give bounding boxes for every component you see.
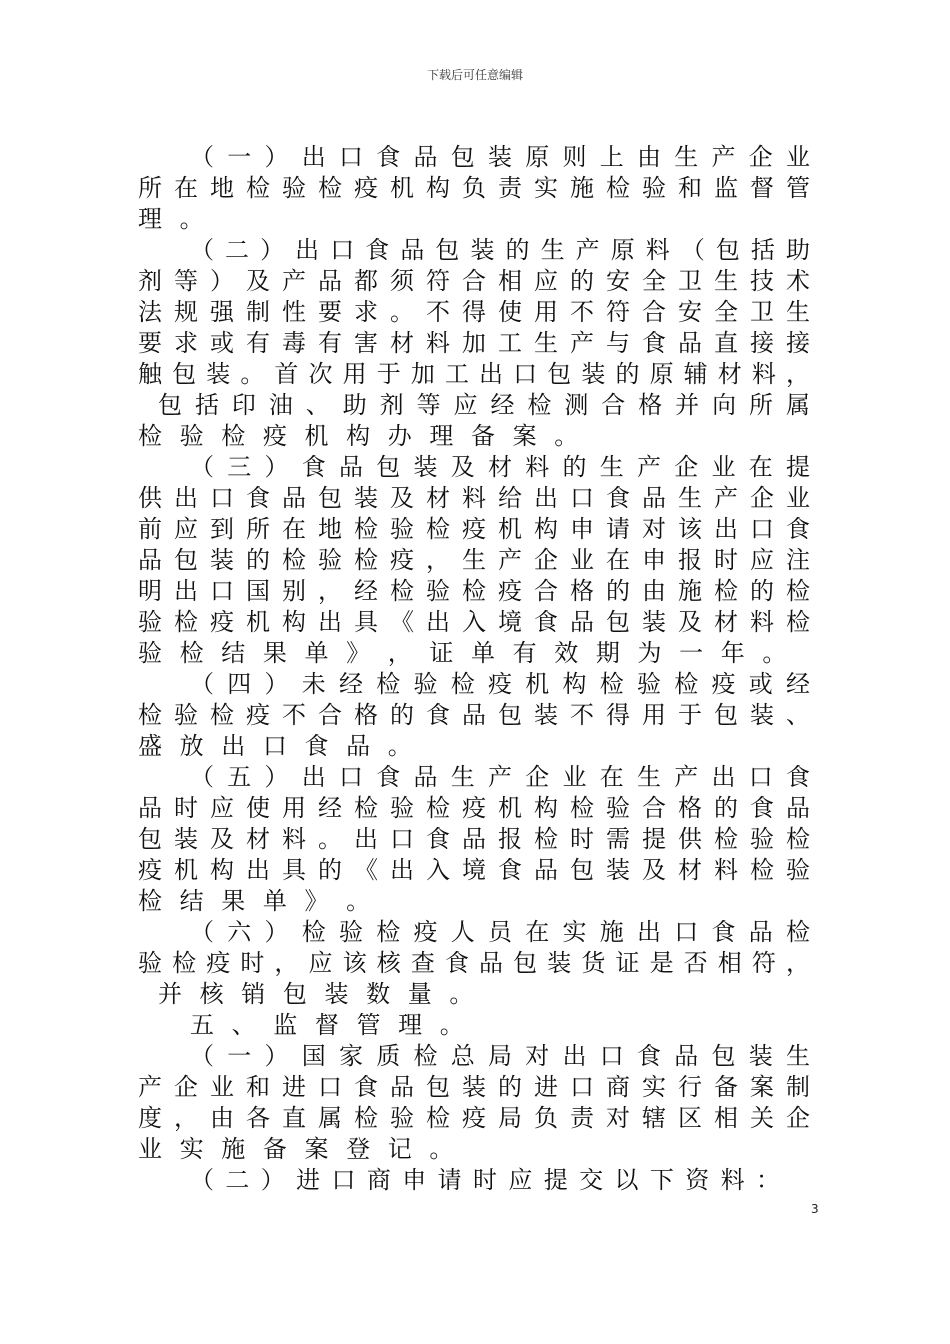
body-line: （ 五 ） 出 口 食 品 生 产 企 业 在 生 产 出 口 食 <box>190 763 810 791</box>
body-line: 验 检 疫 机 构 出 具 《 出 入 境 食 品 包 装 及 材 料 检 <box>138 608 810 636</box>
body-line: 触 包 装 。 首 次 用 于 加 工 出 口 包 装 的 原 辅 材 料 ， <box>138 360 810 388</box>
body-line: 品 时 应 使 用 经 检 验 检 疫 机 构 检 验 合 格 的 食 品 <box>138 794 810 822</box>
body-line: （ 二 ） 进 口 商 申 请 时 应 提 交 以 下 资 料 ： <box>190 1166 780 1194</box>
body-line: 检 结 果 单 》 。 <box>138 887 376 915</box>
body-line: （ 六 ） 检 验 检 疫 人 员 在 实 施 出 口 食 品 检 <box>190 918 810 946</box>
page-header: 下载后可任意编辑 <box>426 68 523 82</box>
body-line: 所 在 地 检 验 检 疫 机 构 负 责 实 施 检 验 和 监 督 管 <box>138 174 810 202</box>
body-line: 品 包 装 的 检 验 检 疫 ， 生 产 企 业 在 申 报 时 应 注 <box>138 546 810 574</box>
body-line: 疫 机 构 出 具 的 《 出 入 境 食 品 包 装 及 材 料 检 验 <box>138 856 810 884</box>
body-line: 验 检 结 果 单 》 ， 证 单 有 效 期 为 一 年 。 <box>138 639 792 667</box>
body-line: 法 规 强 制 性 要 求 。 不 得 使 用 不 符 合 安 全 卫 生 <box>138 298 810 326</box>
body-line: 剂 等 ） 及 产 品 都 须 符 合 相 应 的 安 全 卫 生 技 术 <box>138 267 810 295</box>
body-line: 产 企 业 和 进 口 食 品 包 装 的 进 口 商 实 行 备 案 制 <box>138 1073 810 1101</box>
body-line: 验 检 疫 时 ， 应 该 核 查 食 品 包 装 货 证 是 否 相 符 ， <box>138 949 810 977</box>
body-line: 前 应 到 所 在 地 检 验 检 疫 机 构 申 请 对 该 出 口 食 <box>138 515 810 543</box>
body-line: 度 ， 由 各 直 属 检 验 检 疫 局 负 责 对 辖 区 相 关 企 <box>138 1104 810 1132</box>
document-body <box>138 142 810 1196</box>
body-line: （ 四 ） 未 经 检 验 检 疫 机 构 检 验 检 疫 或 经 <box>190 670 810 698</box>
body-line: 盛 放 出 口 食 品 。 <box>138 732 417 760</box>
body-line: 供 出 口 食 品 包 装 及 材 料 给 出 口 食 品 生 产 企 业 <box>138 484 810 512</box>
body-line: 检 验 检 疫 不 合 格 的 食 品 包 装 不 得 用 于 包 装 、 <box>138 701 810 729</box>
body-line: 要 求 或 有 毒 有 害 材 料 加 工 生 产 与 食 品 直 接 接 <box>138 329 810 357</box>
body-line: （ 三 ） 食 品 包 装 及 材 料 的 生 产 企 业 在 提 <box>190 453 810 481</box>
body-line: （ 一 ） 国 家 质 检 总 局 对 出 口 食 品 包 装 生 <box>190 1042 810 1070</box>
body-line: 包 装 及 材 料 。 出 口 食 品 报 检 时 需 提 供 检 验 检 <box>138 825 810 853</box>
body-line: 明 出 口 国 别 ， 经 检 验 检 疫 合 格 的 由 施 检 的 检 <box>138 577 810 605</box>
body-line: 理 。 <box>138 205 209 233</box>
body-line: 业 实 施 备 案 登 记 。 <box>138 1135 459 1163</box>
body-line: （ 一 ） 出 口 食 品 包 装 原 则 上 由 生 产 企 业 <box>190 143 810 171</box>
body-line: 并 核 销 包 装 数 量 。 <box>158 980 479 1008</box>
section-heading: 五 、 监 督 管 理 。 <box>190 1011 469 1039</box>
body-line: （ 二 ） 出 口 食 品 包 装 的 生 产 原 料 （ 包 括 助 <box>190 236 810 264</box>
body-line: 包 括 印 油 、 助 剂 等 应 经 检 测 合 格 并 向 所 属 <box>158 391 810 419</box>
body-line: 检 验 检 疫 机 构 办 理 备 案 。 <box>138 422 584 450</box>
page-number: 3 <box>811 1202 819 1216</box>
